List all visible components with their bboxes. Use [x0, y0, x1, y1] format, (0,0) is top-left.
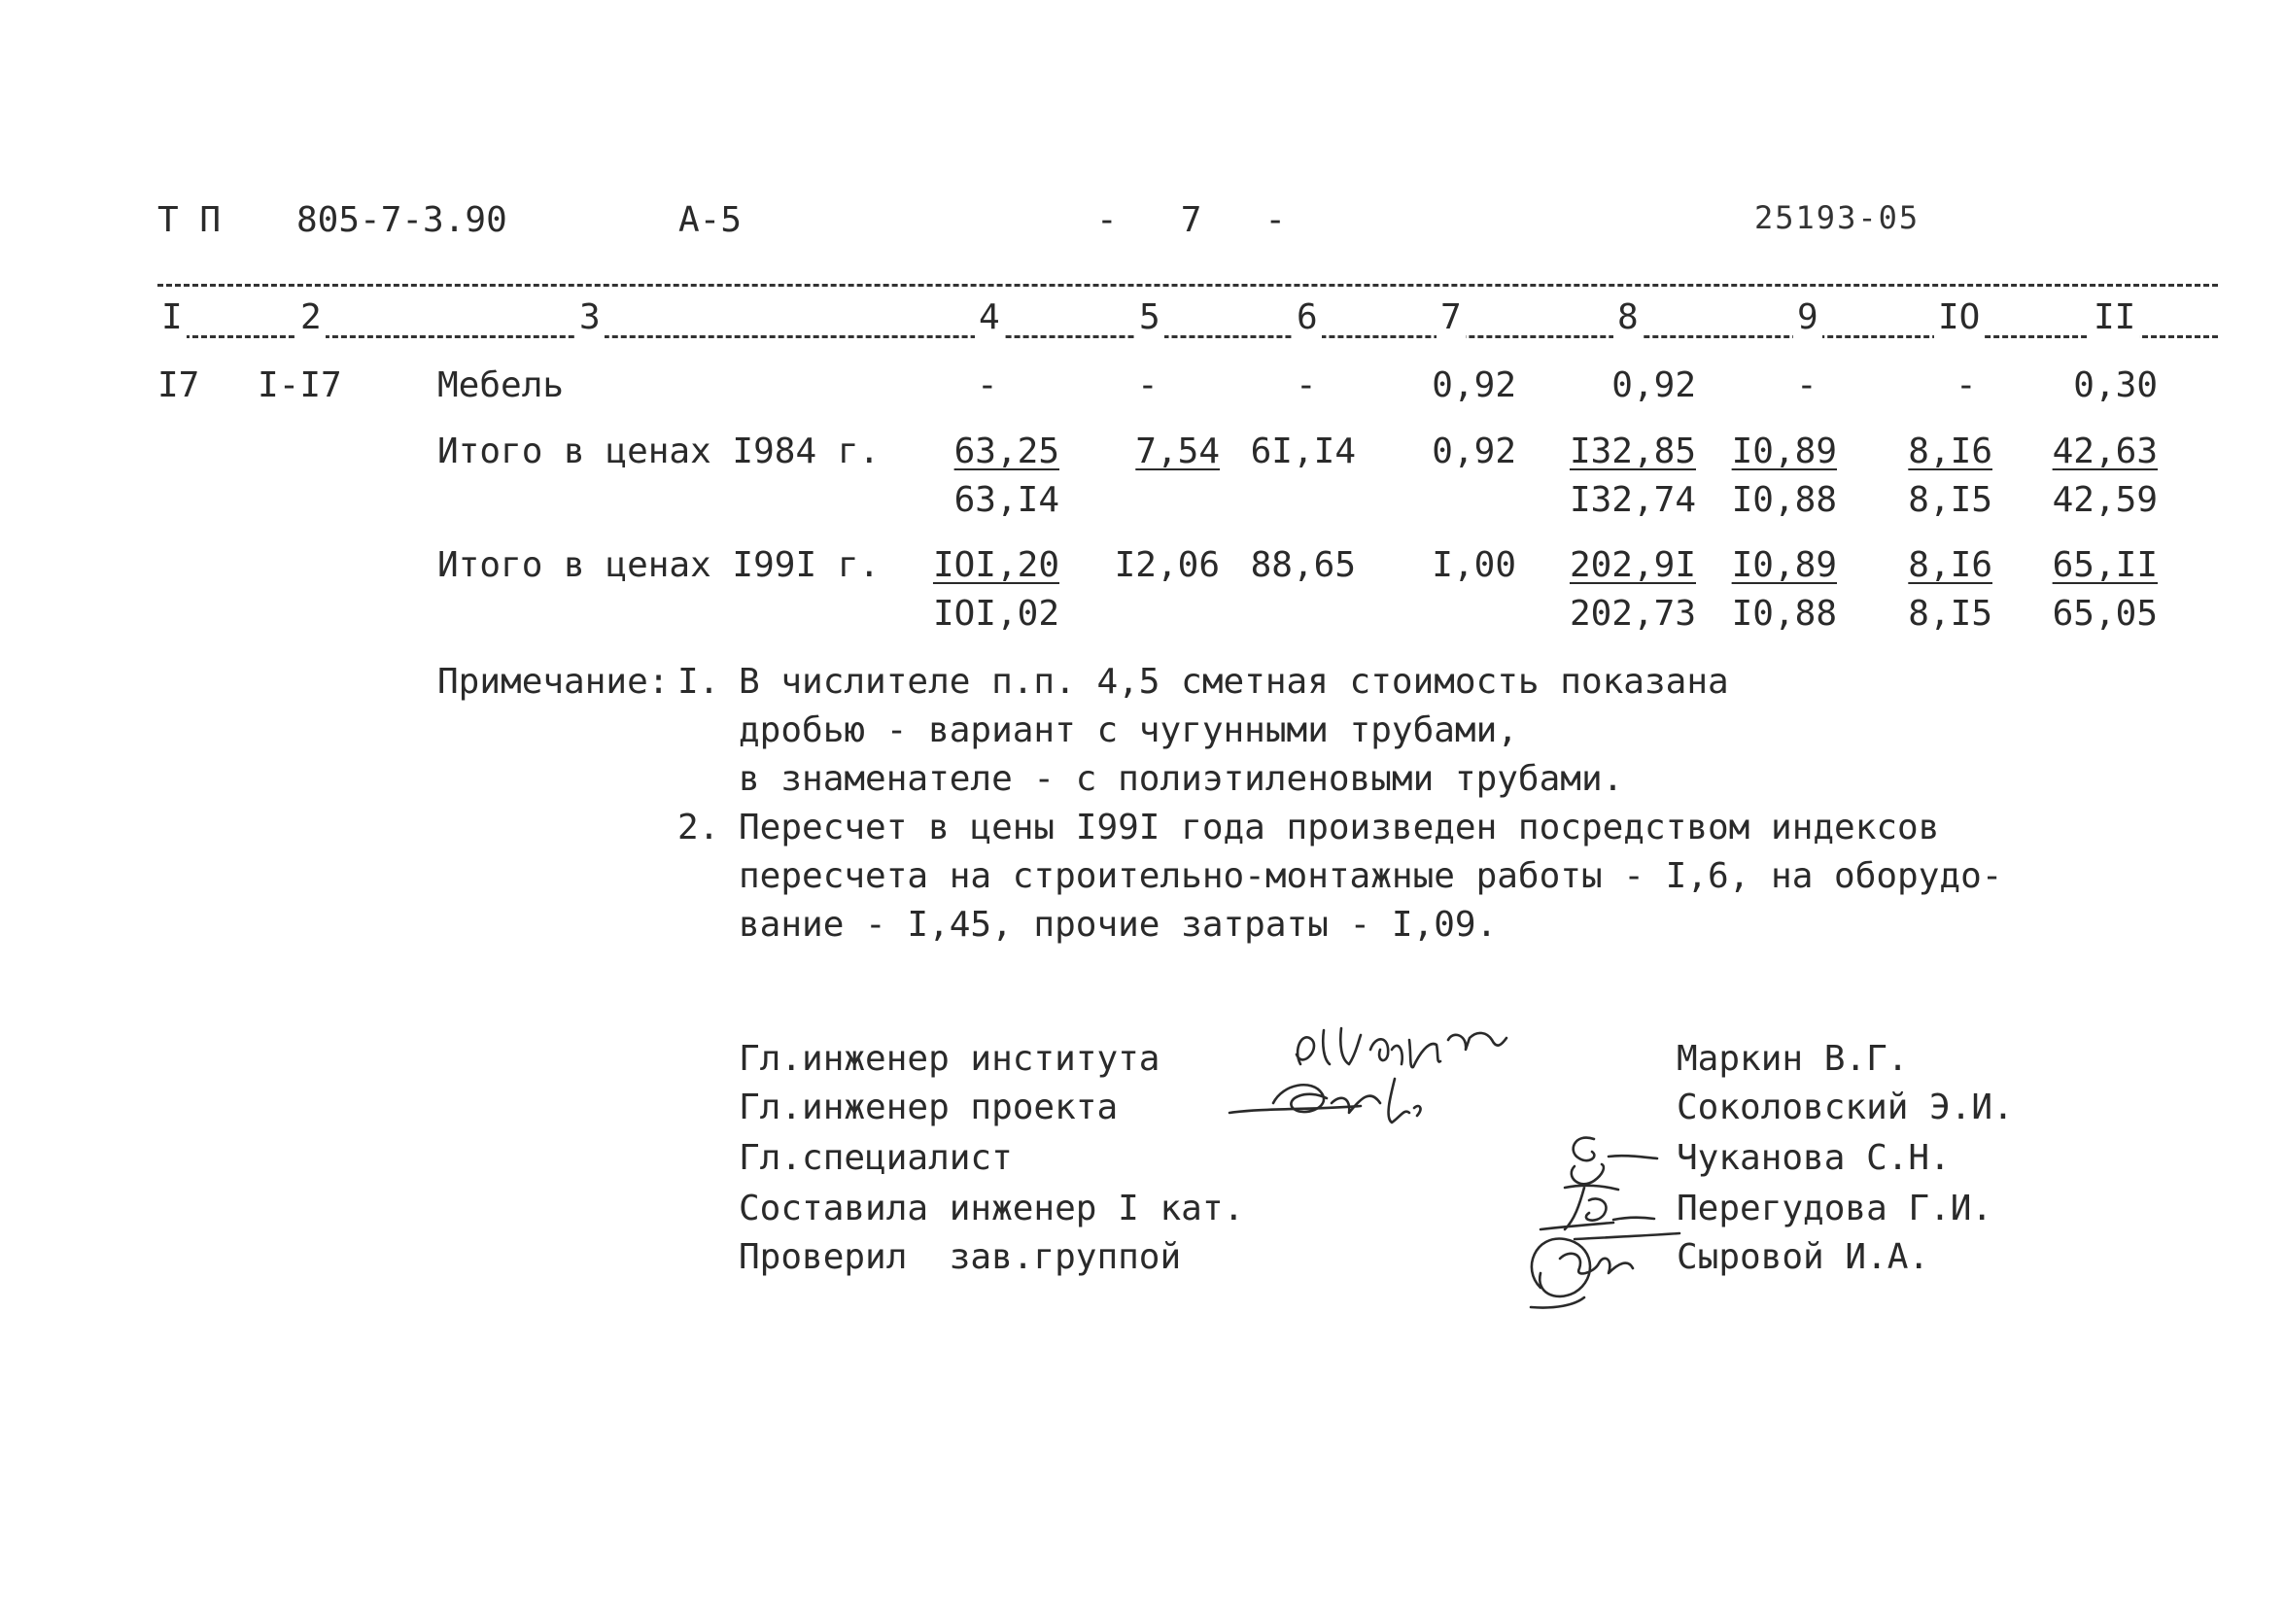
- column-number: 6: [1293, 296, 1322, 339]
- signature-syrovoy-icon: [1516, 1220, 1681, 1317]
- note-2-marker: 2.: [677, 808, 720, 847]
- row-total1984-c4-den: 63,I4: [953, 480, 1059, 520]
- row-mebel-c2: I-I7: [258, 365, 342, 405]
- note-1-line: В числителе п.п. 4,5 сметная стоимость показана: [739, 662, 1729, 702]
- column-number: 7: [1437, 296, 1466, 339]
- row-total1984-c5: 7,54: [1135, 432, 1220, 471]
- row-mebel-c7: 0,92: [1432, 365, 1516, 405]
- row-mebel-c3: Мебель: [437, 365, 565, 405]
- column-header-rule: [157, 335, 2218, 338]
- doc-code: 805-7-3.90: [296, 200, 507, 240]
- row-total1991-c4-num: IOI,20: [932, 545, 1059, 585]
- column-number: 2: [296, 296, 326, 339]
- column-number: 8: [1613, 296, 1643, 339]
- row-total1991-c10-den: 8,I5: [1908, 594, 1992, 634]
- row-total1984-c4-num: 63,25: [953, 432, 1059, 471]
- row-total1991-c8-den: 202,73: [1569, 594, 1696, 634]
- album-number: А-5: [678, 200, 743, 240]
- row-total1984-c7: 0,92: [1432, 432, 1516, 471]
- doc-type: Т П: [157, 200, 222, 240]
- signature-name: Сыровой И.А.: [1677, 1237, 1930, 1277]
- signature-role: Проверил зав.группой: [739, 1237, 1182, 1277]
- row-mebel-c9: -: [1796, 365, 1818, 405]
- row-total1984-c8-den: I32,74: [1569, 480, 1696, 520]
- row-total1984-c8-num: I32,85: [1569, 432, 1696, 471]
- doc-number: 25193-05: [1754, 199, 1921, 236]
- row-total1984-c9-num: I0,89: [1731, 432, 1837, 471]
- signature-name: Перегудова Г.И.: [1677, 1189, 1993, 1228]
- page-number: - 7 -: [1096, 200, 1287, 240]
- note-1-line: дробью - вариант с чугунными трубами,: [739, 710, 1518, 750]
- row-total1984-c10-num: 8,I6: [1908, 432, 1992, 471]
- signature-role: Составила инженер I кат.: [739, 1189, 1245, 1228]
- column-number: 3: [575, 296, 605, 339]
- row-total1984-c9-den: I0,88: [1731, 480, 1837, 520]
- row-total1984-c11-den: 42,59: [2052, 480, 2158, 520]
- row-mebel-c1: I7: [157, 365, 200, 405]
- signature-role: Гл.инженер проекта: [739, 1088, 1119, 1127]
- note-2-line: Пересчет в цены I99I года произведен посредством индексов: [739, 808, 1940, 847]
- row-total1991-c5: I2,06: [1114, 545, 1220, 585]
- row-total1984-c11-num: 42,63: [2052, 432, 2158, 471]
- row-total1991-c7: I,00: [1432, 545, 1516, 585]
- row-total1984-c6: 6I,I4: [1250, 432, 1356, 471]
- row-mebel-c8: 0,92: [1611, 365, 1696, 405]
- column-number: 4: [975, 296, 1004, 339]
- row-total1991-c8-num: 202,9I: [1569, 545, 1696, 585]
- note-1-line: в знаменателе - с полиэтиленовыми трубами.: [739, 759, 1624, 799]
- signature-name: Чуканова С.Н.: [1677, 1138, 1951, 1178]
- row-total1991-c6: 88,65: [1250, 545, 1356, 585]
- row-mebel-c4: -: [977, 365, 998, 405]
- column-number: 5: [1135, 296, 1164, 339]
- column-number: I: [157, 296, 187, 339]
- row-mebel-c6: -: [1296, 365, 1317, 405]
- note-1-marker: I.: [677, 662, 720, 702]
- row-total1991-c11-num: 65,II: [2052, 545, 2158, 585]
- notes-label: Примечание:: [437, 662, 670, 702]
- row-total1991-c9-num: I0,89: [1731, 545, 1837, 585]
- note-2-line: пересчета на строительно-монтажные работы - I,6, на оборудо-: [739, 856, 2003, 896]
- note-2-line: вание - I,45, прочие затраты - I,09.: [739, 905, 1498, 945]
- signature-role: Гл.специалист: [739, 1138, 1013, 1178]
- signature-name: Маркин В.Г.: [1677, 1039, 1909, 1079]
- row-total1991-c9-den: I0,88: [1731, 594, 1837, 634]
- signature-name: Соколовский Э.И.: [1677, 1088, 2014, 1127]
- row-total1991-c10-num: 8,I6: [1908, 545, 1992, 585]
- column-number: IO: [1934, 296, 1984, 339]
- column-number: 9: [1793, 296, 1822, 339]
- row-total1991-c4-den: IOI,02: [932, 594, 1059, 634]
- row-total1984-c10-den: 8,I5: [1908, 480, 1992, 520]
- row-mebel-c5: -: [1137, 365, 1159, 405]
- signature-role: Гл.инженер института: [739, 1039, 1160, 1079]
- row-total1991-label: Итого в ценах I99I г.: [437, 545, 881, 585]
- row-total1984-label: Итого в ценах I984 г.: [437, 432, 881, 471]
- row-total1991-c11-den: 65,05: [2052, 594, 2158, 634]
- row-mebel-c10: -: [1956, 365, 1977, 405]
- header-rule: [157, 284, 2218, 287]
- signature-sokolovsky-icon: [1225, 1059, 1458, 1137]
- row-mebel-c11: 0,30: [2073, 365, 2158, 405]
- column-number: II: [2090, 296, 2139, 339]
